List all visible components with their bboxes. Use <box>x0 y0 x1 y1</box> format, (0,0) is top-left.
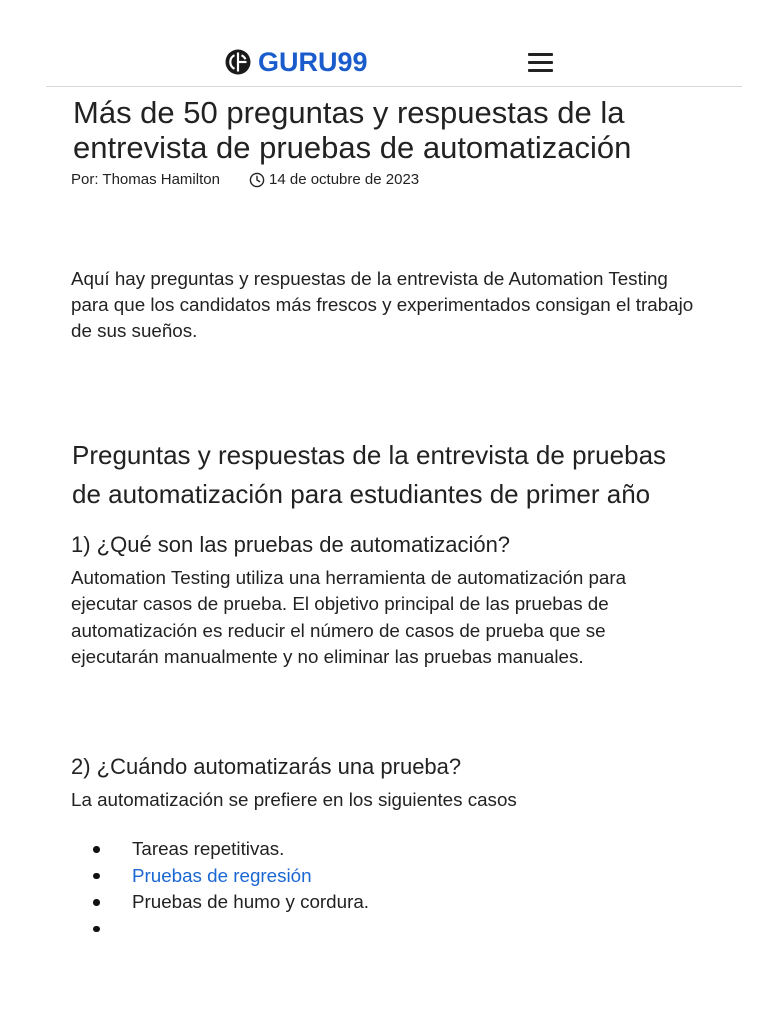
bullet-icon <box>93 846 100 853</box>
answer-paragraph: La automatización se prefiere en los siguientes casos <box>71 789 517 810</box>
publish-date: 14 de octubre de 2023 <box>269 171 420 188</box>
site-logo-link[interactable]: GURU99 <box>258 47 368 77</box>
intro-paragraph: Aquí hay preguntas y respuestas de la entrevista de Automation Testing para que los candidatos más frescos y experimentados consigan el trabajo de sus sueños. <box>71 268 694 341</box>
list-item-empty <box>71 916 691 943</box>
section-heading: Preguntas y respuestas de la entrevista de pruebas de automatización para estudiantes de primer año <box>72 440 667 509</box>
list-item-text: Tareas repetitivas. <box>132 838 285 859</box>
answer-paragraph: Automation Testing utiliza una herramienta de automatización para ejecutar casos de prueba. El objetivo principal de las pruebas de automatización es reducir el número de casos de prueba que se ejecutarán manualmente y no eliminar las pruebas manuales. <box>71 567 627 667</box>
menu-bar <box>528 53 553 56</box>
menu-bar <box>528 69 553 72</box>
list-item <box>71 863 691 890</box>
hamburger-menu-icon[interactable] <box>528 53 553 72</box>
bullet-icon <box>93 899 100 906</box>
menu-bar <box>528 61 553 64</box>
question-heading: 1) ¿Qué son las pruebas de automatización? <box>71 532 511 557</box>
list-item-text: Pruebas de humo y cordura. <box>132 891 369 912</box>
article-title: Más de 50 preguntas y respuestas de la entrevista de pruebas de automatización <box>73 95 632 165</box>
guru99-logo-icon[interactable] <box>225 49 251 75</box>
question-heading: 2) ¿Cuándo automatizarás una prueba? <box>71 754 462 779</box>
byline <box>71 170 491 190</box>
author-name: Por: Thomas Hamilton <box>71 171 220 188</box>
list-item <box>71 889 691 916</box>
regression-testing-link[interactable]: Pruebas de regresión <box>132 864 312 886</box>
list-item <box>71 836 691 863</box>
clock-icon <box>249 172 265 188</box>
header-divider <box>46 86 742 87</box>
bullet-icon <box>93 926 100 933</box>
cases-list <box>71 836 691 942</box>
bullet-icon <box>93 873 100 880</box>
